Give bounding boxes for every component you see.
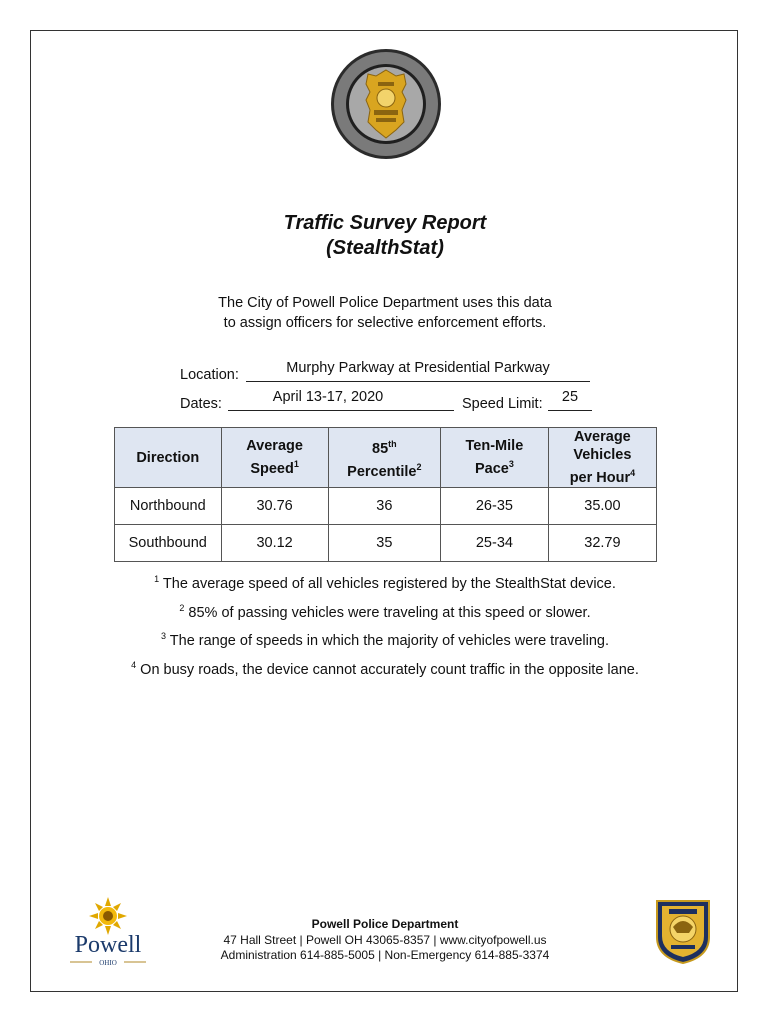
footer-department: Powell Police Department bbox=[311, 917, 459, 931]
cell-85th-percentile: 35 bbox=[328, 525, 440, 562]
dates-label: Dates: bbox=[180, 396, 222, 412]
intro-line-1: The City of Powell Police Department uses this data bbox=[218, 295, 552, 311]
dates-underline bbox=[228, 410, 454, 411]
header-85th-percentile: 85th Percentile$^2$ bbox=[328, 428, 440, 488]
cell-direction: Northbound bbox=[115, 488, 222, 525]
location-label: Location: bbox=[180, 367, 239, 383]
police-seal-logo bbox=[330, 48, 442, 160]
speed-limit-label: Speed Limit: bbox=[462, 396, 543, 412]
location-underline bbox=[246, 381, 590, 382]
report-title: Traffic Survey Report bbox=[283, 212, 487, 234]
cell-ten-mile-pace: 25-34 bbox=[441, 525, 549, 562]
header-direction: Direction bbox=[115, 428, 222, 488]
header-average-vehicles-per-hour: Average Vehicles per Hour$^4$ bbox=[548, 428, 656, 488]
traffic-survey-table bbox=[114, 427, 657, 562]
speed-limit-value: 25 bbox=[561, 389, 579, 405]
intro-text bbox=[0, 293, 770, 333]
cell-ten-mile-pace: 26-35 bbox=[441, 488, 549, 525]
cell-85th-percentile: 36 bbox=[328, 488, 440, 525]
footer-phones: Administration 614-885-5005 | Non-Emergency 614-885-3374 bbox=[220, 948, 550, 962]
logo-ohio-text: OHIO bbox=[99, 959, 117, 967]
report-subtitle: (StealthStat) bbox=[326, 237, 444, 259]
cell-direction: Southbound bbox=[115, 525, 222, 562]
cell-vehicles-per-hour: 32.79 bbox=[548, 525, 656, 562]
police-badge-logo bbox=[651, 897, 715, 965]
header-ten-mile-pace: Ten-Mile Pace$^3$ bbox=[441, 428, 549, 488]
cell-average-speed: 30.12 bbox=[221, 525, 328, 562]
table-row bbox=[115, 488, 657, 525]
footer-address: 47 Hall Street | Powell OH 43065-8357 | www.cityofpowell.us bbox=[223, 933, 547, 947]
cell-vehicles-per-hour: 35.00 bbox=[548, 488, 656, 525]
footnote-3: $^3$ The range of speeds in which the majority of vehicles were traveling. bbox=[160, 631, 610, 649]
location-value: Murphy Parkway at Presidential Parkway bbox=[286, 360, 550, 376]
intro-line-2: to assign officers for selective enforcement efforts. bbox=[223, 315, 547, 331]
footnote-4: $^4$ On busy roads, the device cannot accurately count traffic in the opposite lane. bbox=[131, 660, 639, 678]
header-average-speed: Average Speed$^1$ bbox=[221, 428, 328, 488]
dates-value: April 13-17, 2020 bbox=[272, 389, 384, 405]
speed-limit-underline bbox=[548, 410, 592, 411]
footnote-2: $^2$ 85% of passing vehicles were traveling at this speed or slower. bbox=[179, 603, 591, 621]
table-header-row bbox=[115, 428, 657, 488]
logo-powell-text: Powell bbox=[74, 932, 142, 958]
cell-average-speed: 30.76 bbox=[221, 488, 328, 525]
footnote-1: $^1$ The average speed of all vehicles registered by the StealthStat device. bbox=[154, 574, 616, 592]
table-row bbox=[115, 525, 657, 562]
